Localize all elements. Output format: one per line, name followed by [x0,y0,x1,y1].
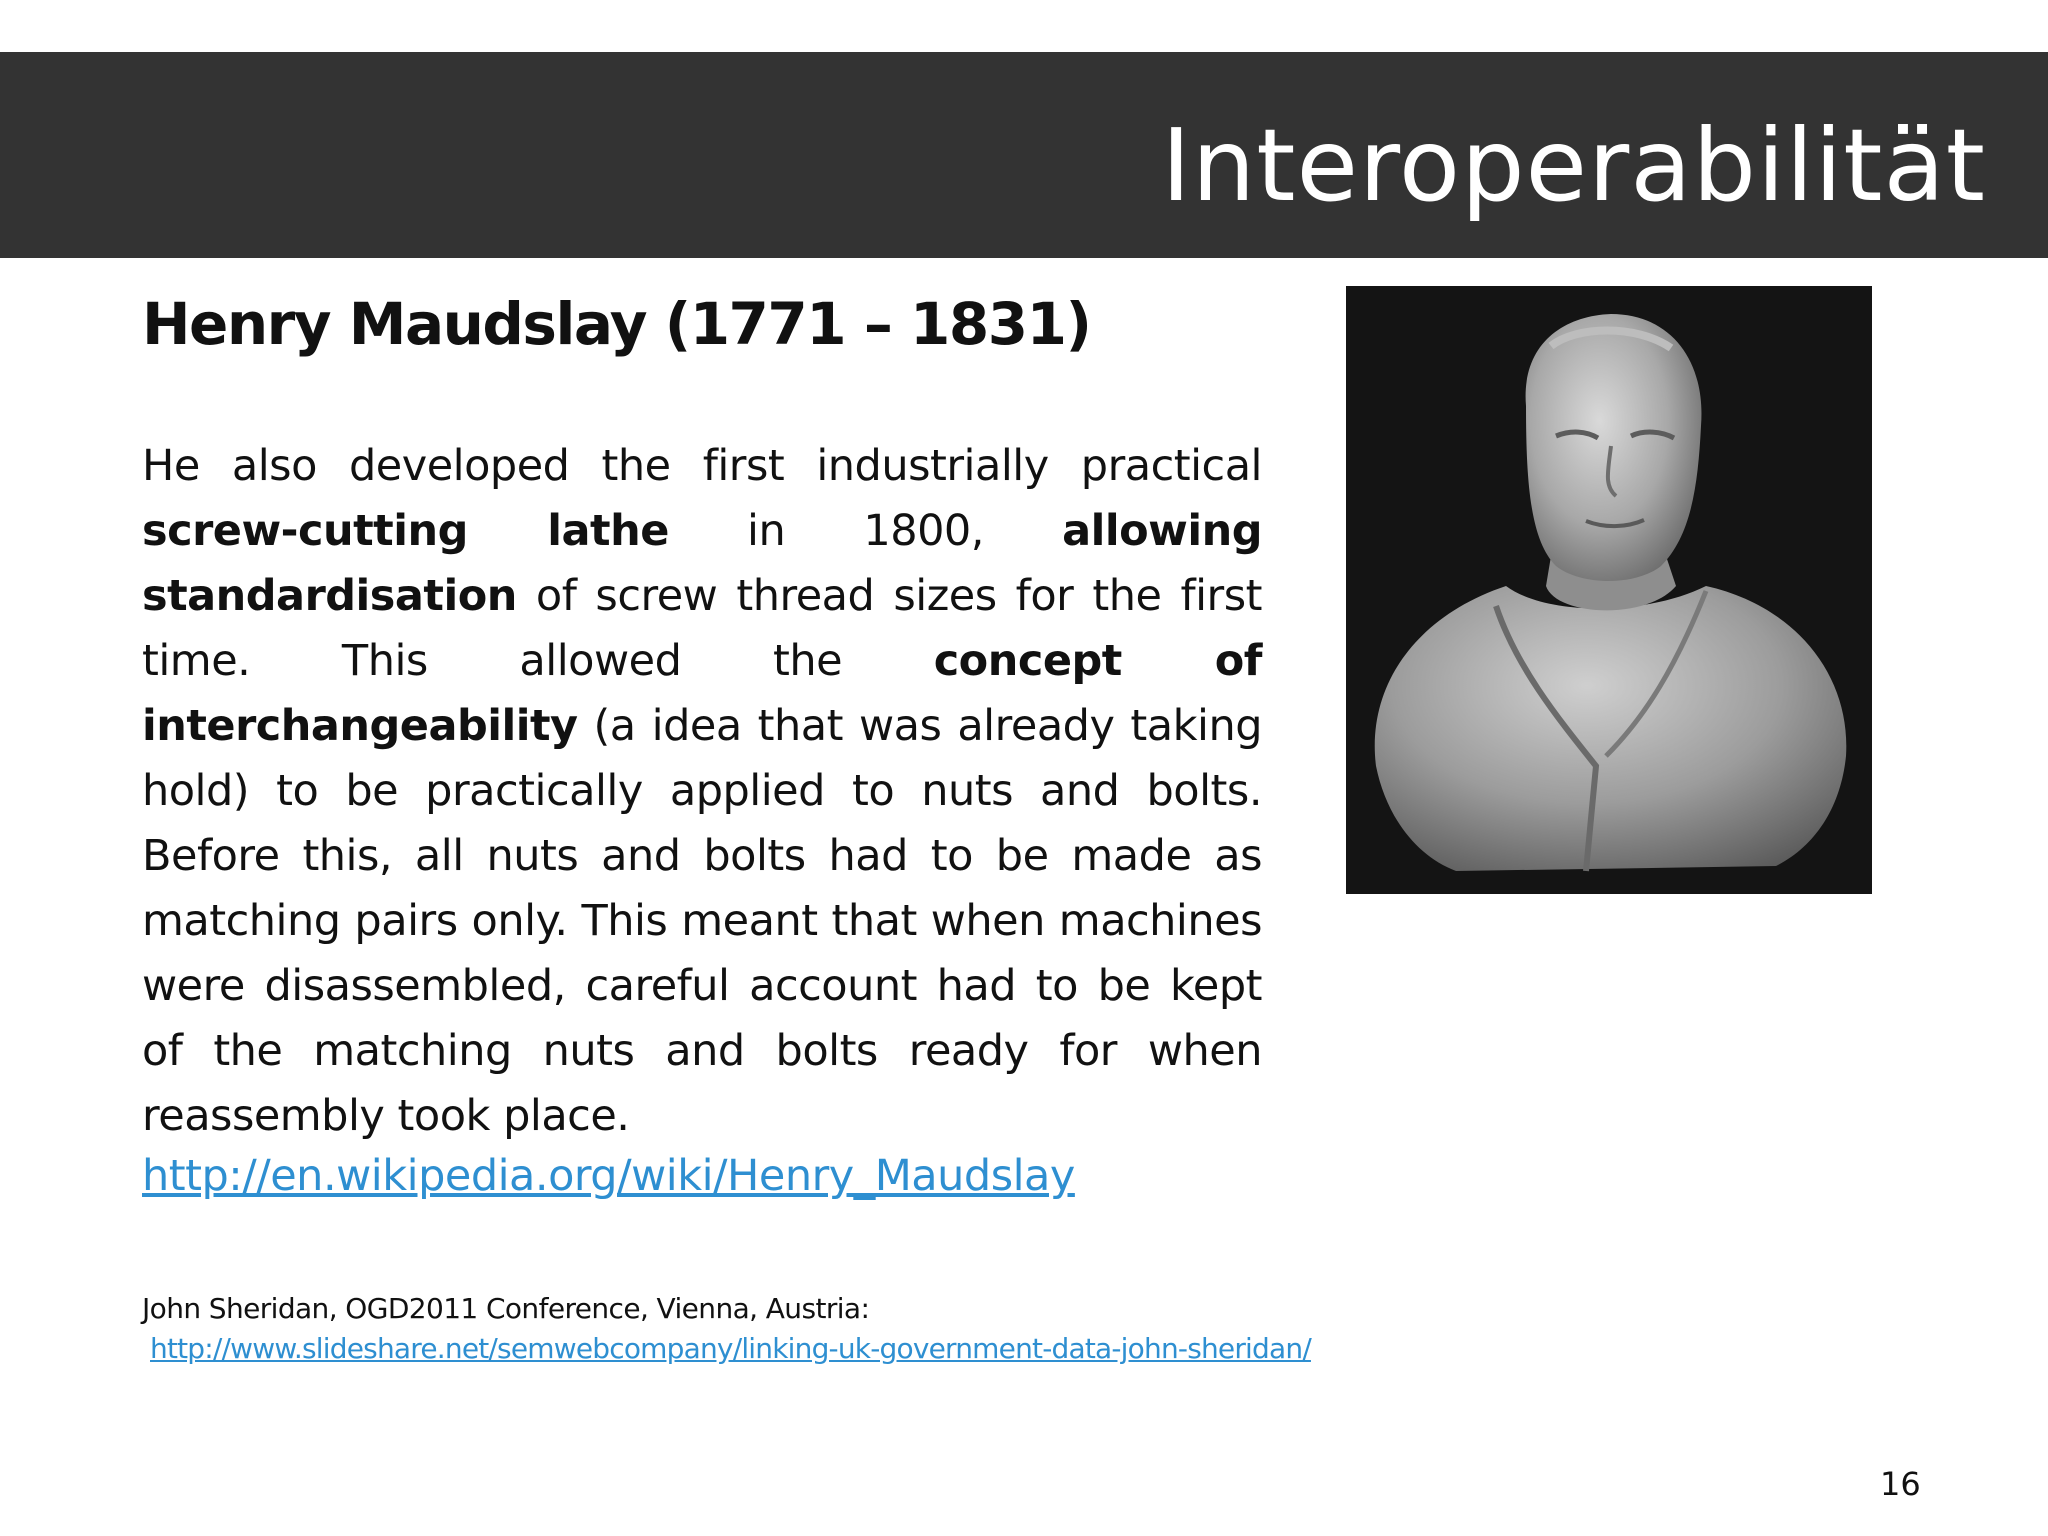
subtitle: Henry Maudslay (1771 – 1831) [142,290,1091,358]
wikipedia-link[interactable]: http://en.wikipedia.org/wiki/Henry_Maudslay [142,1151,1075,1201]
slideshare-link[interactable]: http://www.slideshare.net/semwebcompany/linking-uk-government-data-john-sheridan/ [150,1332,1311,1365]
body-text-4: (a idea that was already taking hold) to be practically applied to nuts and bolts. Before this, all nuts and bolts had to be made as matching pairs only. This meant that when machines were disassembled, careful account had to be kept of the matching nuts and bolts ready for when reassembly took place. [142,701,1262,1141]
page-number: 16 [1880,1465,1921,1503]
body-bold-2: allowing standardisation [142,506,1262,621]
body-bold-1: screw-cutting lathe [142,506,669,556]
body-text-3: of screw thread sizes for the first time. This allowed the [142,571,1262,686]
bust-portrait-image [1346,286,1872,894]
source-citation: John Sheridan, OGD2011 Conference, Vienna, Austria: [142,1292,870,1325]
bust-portrait-icon [1346,286,1872,894]
body-text-1: He also developed the first industrially practical [142,441,1262,491]
body-paragraph [142,434,1262,1149]
body-bold-3: concept of interchangeability [142,636,1262,751]
body-text-2: in 1800, [668,506,1063,556]
slide-title: Interoperabilität [1161,107,1986,224]
